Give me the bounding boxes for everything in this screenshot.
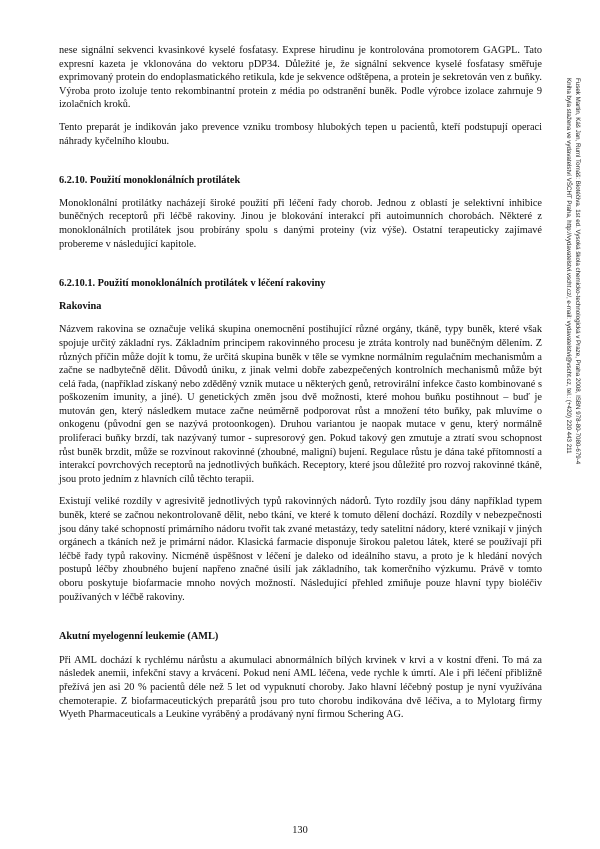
- paragraph-cancer-aggressivity: Existují veliké rozdíly v agresivitě jednotlivých typů rakovinných nádorů. Tyto rozdíly jsou dány například typem buněk, které se začnou nekontrolovaně dělit, nebo tkání, ve které k tomuto dělení dochází. Rozdíly v nebezpečnosti jsou dány také schopností primárního nádoru tvořit tak zvané metastázy, tedy satelitní nádory, které vznikají v jiných orgánech a tkáních než je primární nádor. Klasická farmacie disponuje širokou paletou látek, které se používají při léčbě řady typů rakoviny. Nicméně úspěšnost v léčení je daleko od ideálního stavu, a proto je k hledání nových postupů léčby zhoubného bujení napřeno značné úsilí jak základního, tak komerčního výzkumu. Právě v tomto oboru poskytuje biofarmacie mnoho nových možností. Následující přehled zmiňuje pouze hlavní typy bioléčiv používaných v léčbě rakoviny.: [59, 496, 542, 603]
- sidebar-citation: Fusek Martin, Káš Jan, Ruml Tomáš: Biotéčiva. 1st ed. Vysoká škola chemicko-technologická v Praze, Praha 2008, ISBN 978-80-7080-679-4: [574, 78, 581, 465]
- copyright-sidebar: [564, 78, 582, 678]
- page-number: 130: [292, 825, 308, 836]
- section-heading-6-2-10: 6.2.10. Použití monoklonálních protilátek: [59, 175, 241, 187]
- paragraph-cancer-definition: Názvem rakovina se označuje veliká skupina onemocnění postihující různé orgány, tkáně, typy buněk, které však spojuje určitý základní rys. Základním principem rakovinného procesu je ztráta kontroly nad buněčným dělením. Z různých příčin může dojít k tomu, že určitá skupina buněk v těle se vymkne normálním regulačním mechanismům a začne se nadbytečně dělit. Důvodů úniku, z jinak velmi dobře zabezpečených kontrolních mechanismů může být celá řada, (například získaný nebo zděděný vznik mutace u některých genů, retrovirální infekce často kombinované s poškozením imunity, a jiné). U genetických změn jsou dvě možnosti, které mohou buňku postihnout – buď je mutován gen, který následkem mutace začne neúměrně podporovat růst a množení této buňky, pak mluvíme o onkogenu (původní gen se nazývá protoonkogen). Druhou variantou je naopak mutace v genu, který normálně proliferaci buňky brzdí, tak nazývaný tumor - supresorový gen. Pokud takový gen zmutuje a ztratí svou schopnost růst buněk brzdit, může se rozvinout rakovinné (zhoubné, maligní) bujení. Regulace růstu je dána také přítomností a interakcí povrchových receptorů na jednotlivých buňkách. Receptory, které jsou důležité pro rozvoj rakovinné tkáně, jsou proto jedním z hlavních cílů těchto terapii.: [59, 324, 542, 485]
- page-body: [59, 44, 542, 722]
- paragraph-aml: Při AML dochází k rychlému nárůstu a akumulaci abnormálních bílých krvinek v krvi a v kostní dřeni. To má za následek anemii, infekční stavy a krvácení. Pokud není AML léčena, vede rychle k úmrtí. Ale i při léčení přibližně přežívá jen asi 20 % pacientů déle než 5 let od vypuknutí choroby. Jako hlavní léčebný postup je nyní využívána chemoterapie. Z biofarmaceutických preparátů jsou pro tuto chorobu indikována dvě léčiva, a to Mylotarg firmy Wyeth Pharmaceuticals a Leukine vyráběný a prodávaný nyní firmou Schering AG.: [59, 654, 542, 721]
- section-heading-6-2-10-1: 6.2.10.1. Použití monoklonálních protilátek v léčení rakoviny: [59, 278, 326, 290]
- subheading-rakovina: Rakovina: [59, 300, 102, 312]
- subheading-aml: Akutní myelogenní leukemie (AML): [59, 631, 219, 643]
- paragraph-hirudin-expression: nese signální sekvenci kvasinkové kyselé fosfatasy. Exprese hirudinu je kontrolována promotorem GAGPL. Tato expresní kazeta je vklonována do vektoru pDP34. Důležité je, že signální sekvence kyselé fosfatasy směřuje exprimovaný protein do endoplasmatického retikula, kde je sekvence odštěpena, a protein je sekretován ven z buňky. Výroba proto izoluje tento rekombinantní protein z média po odstranění buněk. Podle výrobce izolace zahrnuje 9 izolačních kroků.: [59, 45, 542, 111]
- paragraph-indication: Tento preparát je indikován jako prevence vzniku trombosy hlubokých tepen u pacientů, kteří podstupují operaci náhrady kyčelního kloubu.: [59, 121, 542, 147]
- paragraph-monoclonal-intro: Monoklonální protilátky nacházejí široké použití při léčení řady chorob. Jednou z oblastí je selektivní inhibice buněčných receptorů při léčbě rakoviny. Jinou je blokování interakcí při autoimunních chorobách. Některé z monoklonálních protilátek jsou probírány spolu s danými proteiny (viz výše). Ostatní terapeuticky zajímavé probereme v následující kapitole.: [59, 197, 542, 250]
- sidebar-download-note: Kniha byla stažena ve vydavatelství VŠCHT Praha, http://vydavatelstvi.vscht.cz/, e-mail: vydavatelstvi@vscht.cz, tel.: (+420) 220 443 211: [565, 78, 572, 454]
